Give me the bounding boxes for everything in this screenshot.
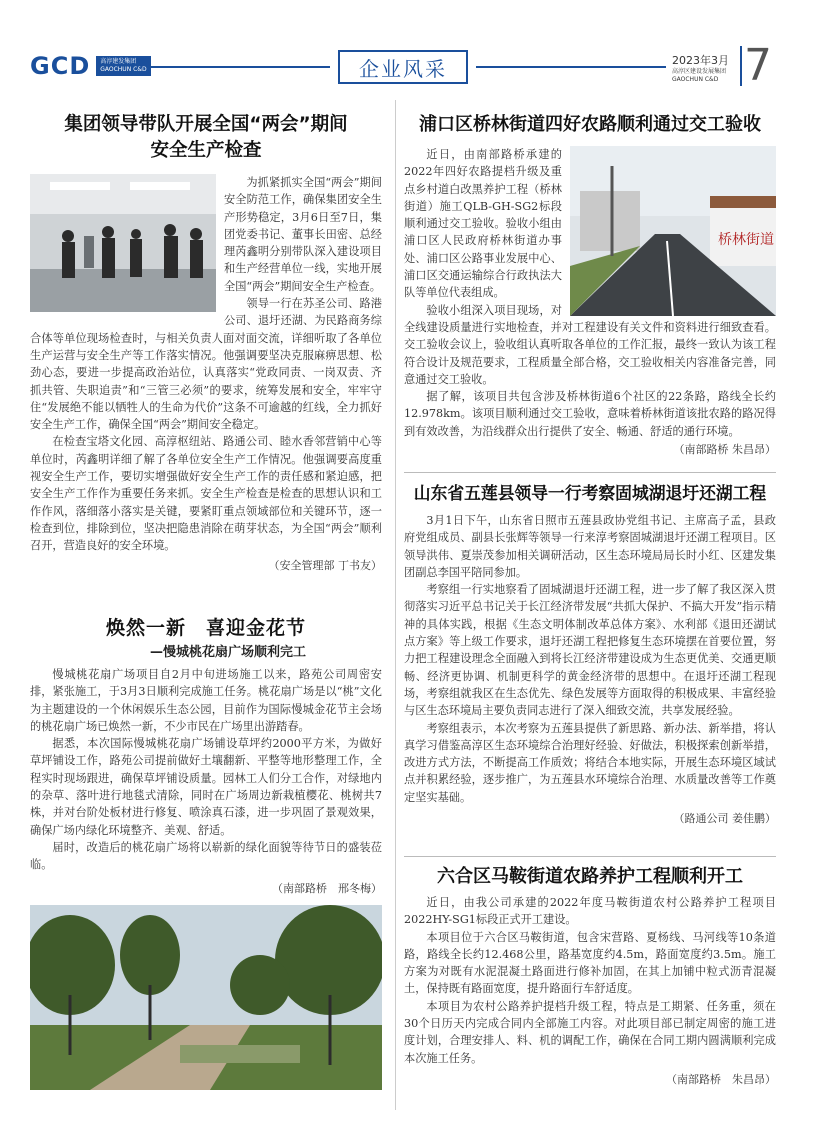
- paragraph: 验收小组深入项目现场，对全线建设质量进行实地检查，并对工程建设有关文件和资料进行细致查看。交工验收会议上，验收组认真听取各单位的工作汇报，最终一致认为该工程符合设计及规范要求，工程质量全部合格，交工验收相关内容准备完善，同意通过交工验收。: [404, 303, 776, 386]
- byline: （南部路桥 朱昌昂）: [666, 1072, 776, 1086]
- logo-cn: 高淳建发集团: [100, 58, 137, 65]
- page-number: 7: [744, 40, 772, 91]
- headline-line-2: 安全生产检查: [150, 140, 262, 161]
- paragraph: 届时，改造后的桃花扇广场将以崭新的绿化面貌等待节日的盛装莅临。: [30, 840, 382, 872]
- article-body: [404, 512, 776, 806]
- byline: （安全管理部 丁书友）: [268, 558, 382, 572]
- article-body: [30, 666, 382, 874]
- paragraph: 考察组表示，本次考察为五莲县提供了新思路、新办法、新举措，将认真学习借鉴高淳区生态环境综合治理好经验、好做法，积极探索创新举措，改进方式方法，不断提高工作质效；将结合本地实际，开展生态环境区域试点并积累经验，逐步推广，为五莲县水环境综合治理、水质量改善等工作奠定坚实基础。: [404, 721, 776, 804]
- publisher-en: GAOCHUN C&D: [672, 76, 719, 83]
- paragraph: 在检查宝塔文化园、高淳枢纽站、路通公司、睦水香邻营销中心等单位时，芮鑫明详细了解了各单位安全生产工作情况。他强调要高度重视安全生产工作，要切实增强做好安全生产工作的责任感和紧迫感，把安全生产工作作为重要任务来抓。安全生产检查是检查的思想认识和工作作风，落细落小落实是关键，要紧盯重点领域部位和关键环节，逐一检查到位，排除到位，坚决把隐患消除在萌芽状态，为全国“两会”顺利召开，营造良好的安全环境。: [30, 435, 382, 553]
- byline: （南部路桥 邢冬梅）: [272, 881, 382, 895]
- logo-en: GAOCHUN C&D: [100, 66, 147, 73]
- article-headline: 浦口区桥林街道四好农路顺利通过交工验收: [419, 114, 761, 135]
- paragraph: 本项目为农村公路养护提档升级工程，特点是工期紧、任务重，须在30个日历天内完成合同内全部施工内容。对此项目部已制定周密的施工进度计划，合理安排人、料、机的调配工作，确保在合同工期内圆满顺利完成本次施工任务。: [404, 999, 776, 1065]
- article-wulian-visit: [404, 480, 776, 826]
- wall-sign: 桥林街道: [718, 232, 774, 248]
- byline: （南部路桥 朱昌昂）: [673, 443, 776, 457]
- column-divider: [395, 100, 396, 1110]
- park-photo: [30, 905, 382, 1090]
- paragraph: 本项目位于六合区马鞍街道，包含宋营路、夏杨线、马河线等10条道路，路线全长约12.468公里，路基宽度约4.5m，路面宽度约3.5m。施工方案为对既有水泥混凝土路面进行修补加固，在其上加铺中粒式沥青混凝土，保持既有路面宽度，提升路面行车舒适度。: [404, 930, 776, 996]
- logo: [30, 52, 151, 80]
- paragraph: 据悉，本次国际慢城桃花扇广场铺设草坪约2000平方米，为做好草坪铺设工作，路苑公司提前做好土壤翻新、平整等地形整理工作，全程实时现场跟进，确保草坪铺设质量。园林工人们分工合作，对绿地内的杂草、落叶进行地毯式清除，同时在广场周边新栽植樱花、桃树共7株，并对台阶处板材进行修复、喷涂真石漆，进一步巩固了景观效果，确保广场内绿化环境整齐、美观、舒适。: [30, 737, 382, 837]
- article-body: [404, 146, 776, 440]
- byline: （路通公司 姜佳鹏）: [673, 812, 776, 826]
- paragraph: 3月1日下午，山东省日照市五莲县政协党组书记、主席高子孟，县政府党组成员、副县长张辉等领导一行来淳考察固城湖退圩还湖工程项目。区领导洪伟、夏崇茂参加相关调研活动，区生态环境局局长时小红、区建发集团副总李国平陪同参加。: [404, 514, 776, 579]
- article-headline: 山东省五莲县领导一行考察固城湖退圩还湖工程: [413, 483, 767, 503]
- logo-text: [96, 56, 150, 76]
- article-qiaolin-road: [404, 112, 776, 457]
- issue-publisher: [672, 68, 726, 84]
- header-rule-right: [476, 66, 666, 68]
- article-headline: 焕然一新 喜迎金花节: [105, 617, 306, 639]
- article-headline: 六合区马鞍街道农路养护工程顺利开工: [437, 866, 743, 887]
- page-number-bar: [740, 46, 742, 86]
- headline-line-1: 集团领导带队开展全国“两会”期间: [64, 114, 348, 135]
- article-separator: [404, 472, 776, 473]
- paragraph: 近日，由我公司承建的2022年度马鞍街道农村公路养护工程项目2022HY-SG1标段正式开工建设。: [404, 896, 776, 927]
- paragraph: 领导一行在苏圣公司、路港公司、退圩还湖、为民路商务综合体等单位现场检查时，与相关负责人面对面交流，详细听取了各单位生产运营与安全生产等工作落实情况。他强调要坚决克服麻痹思想、松劲心态，要进一步提高政治站位，认真落实“党政同责、一岗双责、齐抓共管、失职追责”和“三管三必须”的要求，统筹发展和安全，牢牢守住“发展绝不能以牺牲人的生命为代价”这条不可逾越的红线，全力抓好安全生产工作，确保全国“两会”期间安全稳定。: [30, 297, 382, 432]
- article-body: [404, 894, 776, 1067]
- article-safety-inspection: [30, 112, 382, 573]
- issue-date: 2023年3月: [672, 54, 729, 67]
- article-body: [30, 174, 382, 555]
- logo-mark: GCD: [30, 52, 91, 80]
- article-separator: [404, 856, 776, 857]
- article-subtitle: —慢城桃花扇广场顺利完工: [149, 645, 306, 660]
- paragraph: 据了解，该项目共包含涉及桥林街道6个社区的22条路，路线全长约12.978km。该项目顺利通过交工验收，意味着桥林街道该批农路的路况得到有效改善，为沿线群众出行提供了安全、畅通、舒适的通行环境。: [404, 390, 776, 438]
- article-peach-plaza: [30, 615, 382, 896]
- header-rule-left: [150, 66, 330, 68]
- inspection-photo: [30, 174, 216, 312]
- paragraph: 慢城桃花扇广场项目自2月中旬进场施工以来，路苑公司周密安排，紧张施工，于3月3日顺利完成施工任务。桃花扇广场是以“桃”文化为主题建设的一个休闲娱乐生态公园，目前作为国际慢城金花节主会场的桃花扇广场已焕然一新，不少市民在广场里出游踏春。: [30, 668, 382, 733]
- section-title: 企业风采: [338, 50, 468, 84]
- intro-paragraph: 为抓紧抓实全国“两会”期间安全防范工作，确保集团安全生产形势稳定，3月6日至7日，集团党委书记、董事长田密、总经理芮鑫明分别带队深入建设项目和生产经营单位一线，实地开展全国“两会”期间安全生产检查。: [224, 176, 382, 293]
- publisher-cn: 高淳区建设发展集团: [672, 68, 727, 75]
- article-headline: [30, 112, 382, 164]
- paragraph: 考察组一行实地察看了固城湖退圩还湖工程，进一步了解了我区深入贯彻落实习近平总书记关于长江经济带发展“共抓大保护、不搞大开发”指示精神的具体实践，根据《生态文明体制改革总体方案》、水利部《退田还湖试点方案》等上级工作要求，退圩还湖工程把修复生态环境摆在首要位置，努力把工程建设理念全面融入到将长江经济带建设成为生态更优美、交通更顺畅、经济更协调、机制更科学的黄金经济带的思想中。在退圩还湖工程现场，考察组就我区在生态优先、绿色发展等方面取得的积极成果、丰富经验与区生态环境局主要负责同志进行了深入细致交流，共享发展经验。: [404, 583, 776, 718]
- masthead: [0, 0, 830, 95]
- road-photo: [570, 146, 776, 316]
- intro-paragraph: 近日，由南部路桥承建的2022年四好农路提档升级及重点乡村道白改黑养护工程（桥林街道）施工QLB-GH-SG2标段顺利通过交工验收。验收小组由浦口区人民政府桥林街道办事处、浦口区公路事业发展中心、浦口区交通运输综合行政执法大队等单位代表组成。: [404, 148, 562, 300]
- article-maan-road: [404, 864, 776, 1087]
